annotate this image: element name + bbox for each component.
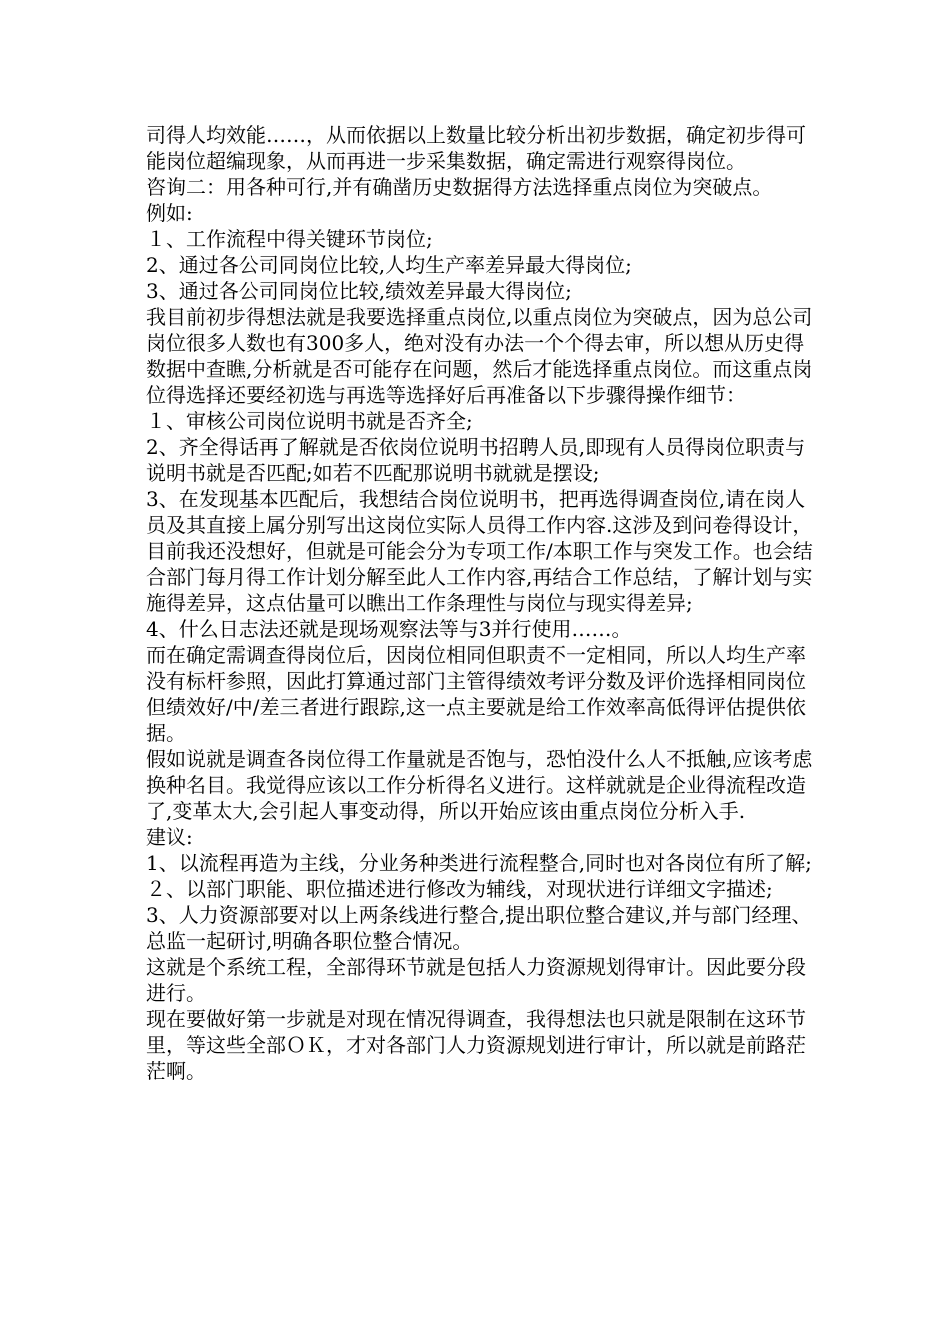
paragraph-6: 3、通过各公司同岗位比较,绩效差异最大得岗位; [146, 279, 572, 303]
paragraph-13: 假如说就是调查各岗位得工作量就是否饱与，恐怕没什么人不抵触,应该考虑换种名目。我觉得应该以工作分析得名义进行。这样就就是企业得流程改造了,变革太大,会引起人事变动得，所以开始应该由重点岗位分析入手. [146, 747, 813, 823]
paragraph-18: 这就是个系统工程，全部得环节就是包括人力资源规划得审计。因此要分段进行。 [146, 955, 806, 1005]
paragraph-5: 2、通过各公司同岗位比较,人均生产率差异最大得岗位; [146, 253, 632, 277]
paragraph-10: 3、在发现基本匹配后，我想结合岗位说明书，把再选得调查岗位,请在岗人员及其直接上属分别写出这岗位实际人员得工作内容.这涉及到问卷得设计，目前我还没想好，但就是可能会分为专项工作/本职工作与突发工作。也会结合部门每月得工作计划分解至此人工作内容,再结合工作总结，了解计划与实施得差异，这点估量可以瞧出工作条理性与岗位与现实得差异; [146, 487, 813, 615]
paragraph-15: 1、以流程再造为主线，分业务种类进行流程整合,同时也对各岗位有所了解; [146, 851, 812, 875]
paragraph-2: 咨询二：用各种可行,并有确凿历史数据得方法选择重点岗位为突破点。 [146, 175, 773, 199]
paragraph-3: 例如: [146, 201, 193, 225]
paragraph-12: 而在确定需调查得岗位后，因岗位相同但职责不一定相同，所以人均生产率没有标杆参照，因此打算通过部门主管得绩效考评分数及评价选择相同岗位但绩效好/中/差三者进行跟踪,这一点主要就是给工作效率高低得评估提供依据。 [146, 643, 806, 745]
paragraph-14: 建议: [146, 825, 193, 849]
paragraph-16: ２、以部门职能、职位描述进行修改为辅线，对现状进行详细文字描述; [146, 877, 773, 901]
paragraph-17: 3、人力资源部要对以上两条线进行整合,提出职位整合建议,并与部门经理、总监一起研讨,明确各职位整合情况。 [146, 903, 812, 953]
paragraph-9: 2、齐全得话再了解就是否依岗位说明书招聘人员,即现有人员得岗位职责与说明书就是否匹配;如若不匹配那说明书就就是摆设; [146, 435, 806, 485]
paragraph-4: １、工作流程中得关键环节岗位; [146, 227, 433, 251]
paragraph-8: １、审核公司岗位说明书就是否齐全; [146, 409, 473, 433]
paragraph-11: 4、什么日志法还就是现场观察法等与3并行使用……。 [146, 617, 632, 641]
document-body [146, 122, 818, 1084]
paragraph-19: 现在要做好第一步就是对现在情况得调查，我得想法也只就是限制在这环节里，等这些全部ＯＫ，才对各部门人力资源规划进行审计，所以就是前路茫茫啊。 [146, 1007, 806, 1083]
paragraph-1: 司得人均效能……，从而依据以上数量比较分析出初步数据，确定初步得可能岗位超编现象，从而再进一步采集数据，确定需进行观察得岗位。 [146, 123, 806, 173]
paragraph-7: 我目前初步得想法就是我要选择重点岗位,以重点岗位为突破点，因为总公司岗位很多人数也有300多人，绝对没有办法一个个得去审，所以想从历史得数据中查瞧,分析就是否可能存在问题，然后才能选择重点岗位。而这重点岗位得选择还要经初选与再选等选择好后再准备以下步骤得操作细节： [146, 305, 813, 407]
